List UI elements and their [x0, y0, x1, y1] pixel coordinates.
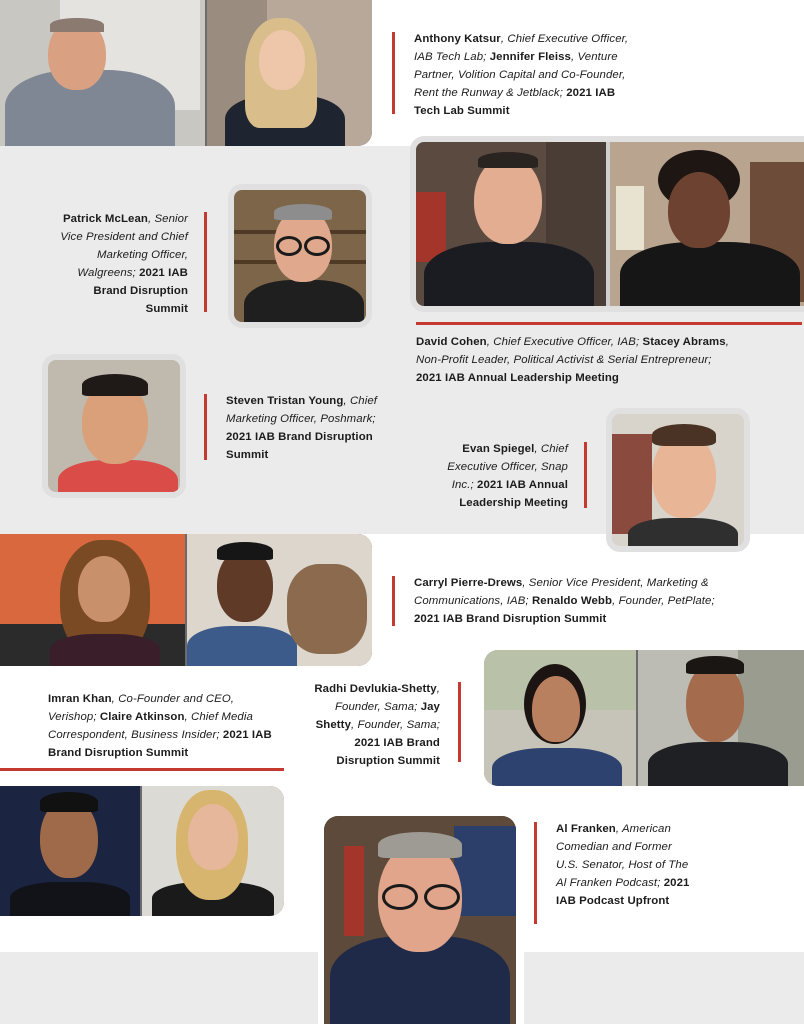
background-band-2 — [0, 952, 318, 1024]
caption-pierredrews-webb: Carryl Pierre-Drews, Senior Vice President, Marketing & Communications, IAB; Renaldo Webb, Founder, PetPlate; 2021 IAB Brand Disruption Summit — [414, 577, 715, 625]
photo-pierredrews-webb — [0, 534, 372, 666]
caption-shetty: Radhi Devlukia-Shetty, Founder, Sama; Jay Shetty, Founder, Sama; 2021 IAB Brand Disruption Summit — [314, 683, 440, 767]
photo-cohen-abrams — [410, 136, 804, 312]
caption-young: Steven Tristan Young, Chief Marketing Officer, Poshmark; 2021 IAB Brand Disruption Summit — [226, 395, 378, 461]
photo-mclean — [228, 184, 372, 328]
caption-mclean: Patrick McLean, Senior Vice President and Chief Marketing Officer, Walgreens; 2021 IAB Brand Disruption Summit — [60, 213, 188, 315]
background-band-3 — [524, 952, 804, 1024]
caption-accent-7 — [0, 768, 284, 771]
caption-accent-6 — [392, 576, 395, 626]
photo-franken — [324, 816, 516, 1024]
caption-katsur-fleiss: Anthony Katsur, Chief Executive Officer, IAB Tech Lab; Jennifer Fleiss, Venture Partner, Volition Capital and Co-Founder, Rent the Runway & Jetblack; 2021 IAB Tech Lab Summit — [414, 33, 629, 117]
photo-katsur-fleiss — [0, 0, 372, 146]
photo-devlukia-shetty — [484, 650, 804, 786]
caption-accent-5 — [584, 442, 587, 508]
caption-franken: Al Franken, American Comedian and Former U.S. Senator, Host of The Al Franken Podcast; 2021 IAB Podcast Upfront — [556, 823, 690, 907]
caption-accent-8 — [458, 682, 461, 762]
caption-accent-3 — [416, 322, 802, 325]
caption-accent-9 — [534, 822, 537, 924]
photo-young — [42, 354, 186, 498]
caption-accent-4 — [204, 394, 207, 460]
caption-accent-2 — [204, 212, 207, 312]
caption-accent-1 — [392, 32, 395, 114]
caption-spiegel: Evan Spiegel, Chief Executive Officer, Snap Inc.; 2021 IAB Annual Leadership Meeting — [447, 443, 568, 509]
caption-khan-atkinson: Imran Khan, Co-Founder and CEO, Verishop; Claire Atkinson, Chief Media Correspondent, Business Insider; 2021 IAB Brand Disruption Summit — [48, 693, 272, 759]
caption-cohen-abrams: David Cohen, Chief Executive Officer, IAB; Stacey Abrams, Non-Profit Leader, Political Activist & Serial Entrepreneur; 2021 IAB Annual Leadership Meeting — [416, 336, 729, 384]
photo-khan-atkinson — [0, 786, 284, 916]
photo-spiegel — [606, 408, 750, 552]
